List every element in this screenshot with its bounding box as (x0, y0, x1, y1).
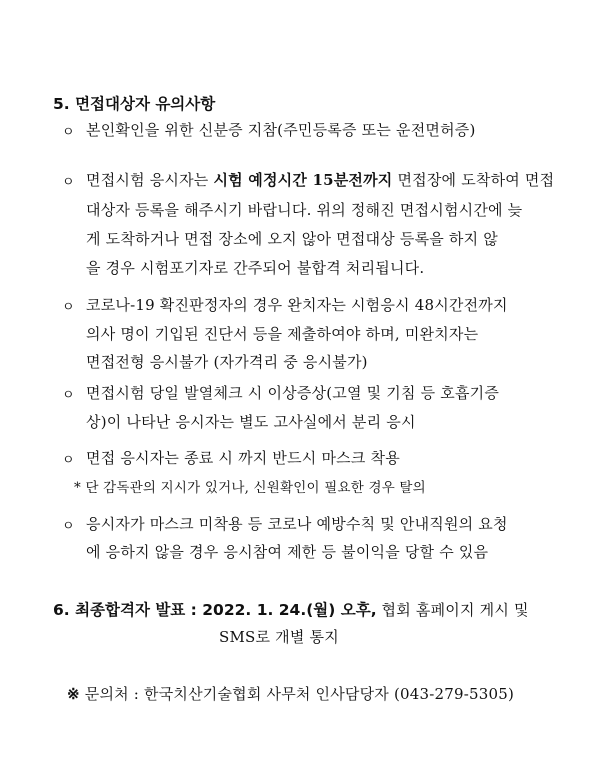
section6-heading (53, 598, 529, 620)
item2-line1-post: 면접장에 도착하여 면접 (392, 171, 555, 189)
section5-heading: 5. 면접대상자 유의사항 (53, 95, 216, 113)
section6-line2: SMS로 개별 통지 (219, 628, 339, 646)
item3-line1: 코로나-19 확진판정자의 경우 완치자는 시험응시 48시간전까지 (86, 296, 508, 314)
bullet-icon: ㅇ (62, 125, 75, 140)
contact-text: 문의처 : 한국치산기술협회 사무처 인사담당자 (043-279-5305) (84, 685, 515, 703)
bullet-icon: ㅇ (62, 300, 75, 315)
item6-line2: 에 응하지 않을 경우 응시참여 제한 등 불이익을 당할 수 있음 (86, 543, 489, 561)
section6-heading-rest: 협회 홈페이지 게시 및 (376, 601, 529, 619)
item3-line3: 면접전형 응시불가 (자가격리 중 응시불가) (86, 353, 368, 371)
mask-note: * 단 감독관의 지시가 있거나, 신원확인이 필요한 경우 탈의 (74, 480, 426, 496)
item2-line2: 대상자 등록을 해주시기 바랍니다. 위의 정해진 면접시험시간에 늦 (86, 201, 523, 219)
bullet-icon: ㅇ (62, 519, 75, 534)
bullet-icon: ㅇ (62, 388, 75, 403)
item4-line2: 상)이 나타난 응시자는 별도 고사실에서 분리 응시 (86, 413, 416, 431)
item2-line3: 게 도착하거나 면접 장소에 오지 않아 면접대상 등록을 하지 않 (86, 230, 498, 248)
item2-line1-bold: 시험 예정시간 15분전까지 (213, 171, 393, 189)
item3-line2: 의사 명이 기입된 진단서 등을 제출하여야 하며, 미완치자는 (86, 325, 479, 343)
contact-line (67, 683, 514, 704)
item2-line1 (86, 169, 554, 190)
item5-line1: 면접 응시자는 종료 시 까지 반드시 마스크 착용 (86, 449, 400, 467)
item2-line1-pre: 면접시험 응시자는 (86, 171, 214, 189)
section6-heading-bold: 6. 최종합격자 발표 : 2022. 1. 24.(월) 오후, (53, 601, 377, 619)
item1-line1: 본인확인을 위한 신분증 지참(주민등록증 또는 운전면허증) (86, 121, 476, 139)
item4-line1: 면접시험 당일 발열체크 시 이상증상(고열 및 기침 등 호흡기증 (86, 384, 500, 402)
item6-line1: 응시자가 마스크 미착용 등 코로나 예방수칙 및 안내직원의 요청 (86, 515, 508, 533)
reference-mark-icon: ※ (67, 685, 80, 703)
item2-line4: 을 경우 시험포기자로 간주되어 불합격 처리됩니다. (86, 259, 425, 277)
bullet-icon: ㅇ (62, 453, 75, 468)
bullet-icon: ㅇ (62, 175, 75, 190)
